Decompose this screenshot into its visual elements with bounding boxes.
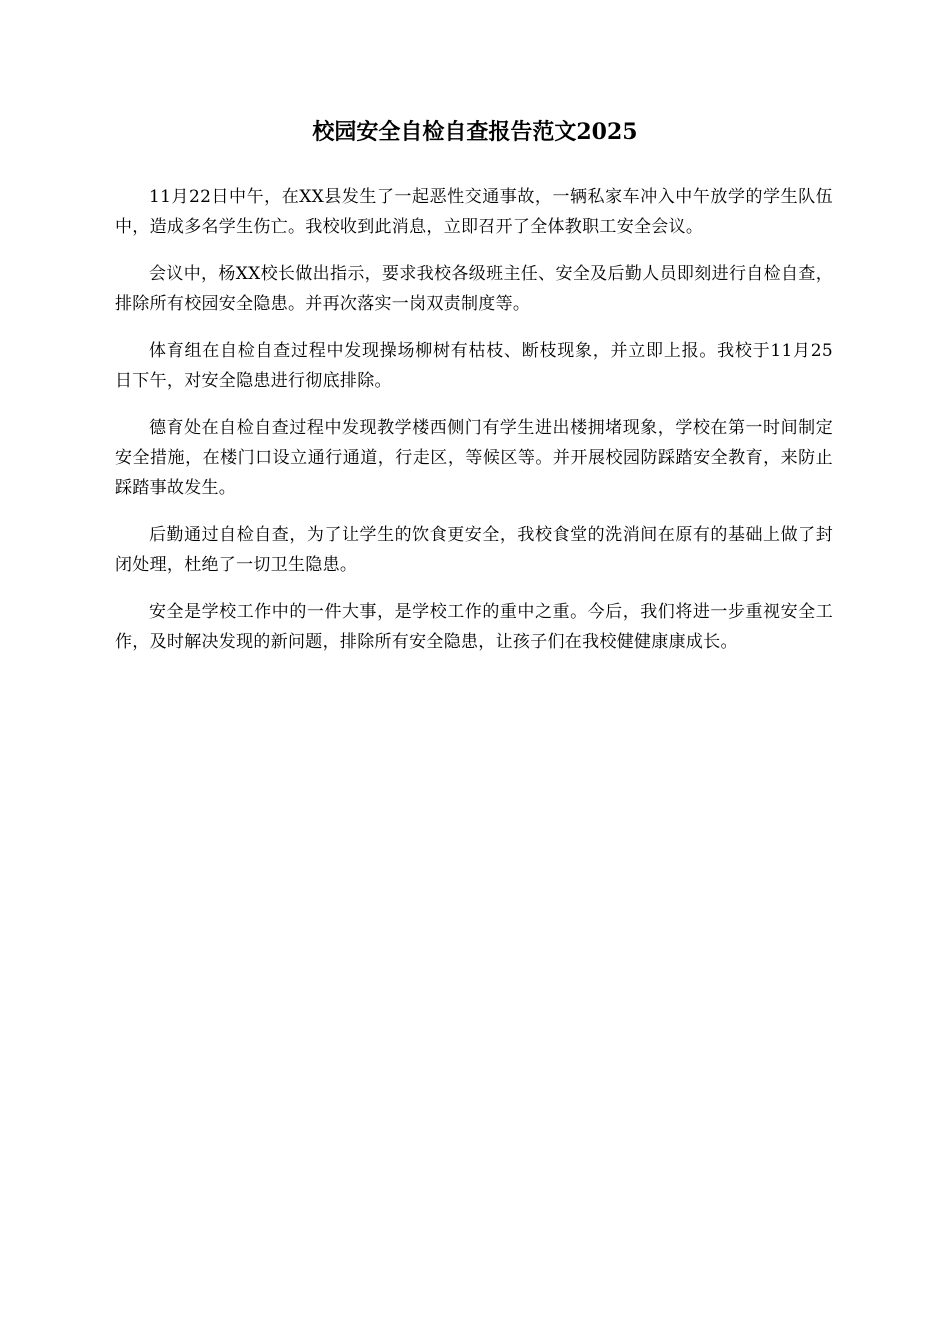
paragraph-2: 会议中，杨XX校长做出指示，要求我校各级班主任、安全及后勤人员即刻进行自检自查，排除所有校园安全隐患。并再次落实一岗双责制度等。 <box>115 264 833 314</box>
paragraph-4: 德育处在自检自查过程中发现教学楼西侧门有学生进出楼拥堵现象，学校在第一时间制定安全措施，在楼门口设立通行通道，行走区，等候区等。并开展校园防踩踏安全教育，来防止踩踏事故发生。 <box>115 418 833 498</box>
paragraph-6: 安全是学校工作中的一件大事，是学校工作的重中之重。今后，我们将进一步重视安全工作，及时解决发现的新问题，排除所有安全隐患，让孩子们在我校健健康康成长。 <box>115 602 833 652</box>
paragraph-1: 11月22日中午，在XX县发生了一起恶性交通事故，一辆私家车冲入中午放学的学生队伍中，造成多名学生伤亡。我校收到此消息，立即召开了全体教职工安全会议。 <box>115 187 833 237</box>
document-body <box>115 182 833 674</box>
paragraph-3: 体育组在自检自查过程中发现操场柳树有枯枝、断枝现象，并立即上报。我校于11月25日下午，对安全隐患进行彻底排除。 <box>115 341 833 391</box>
paragraph-5: 后勤通过自检自查，为了让学生的饮食更安全，我校食堂的洗消间在原有的基础上做了封闭处理，杜绝了一切卫生隐患。 <box>115 525 833 575</box>
document-title: 校园安全自检自查报告范文2025 <box>312 119 638 145</box>
